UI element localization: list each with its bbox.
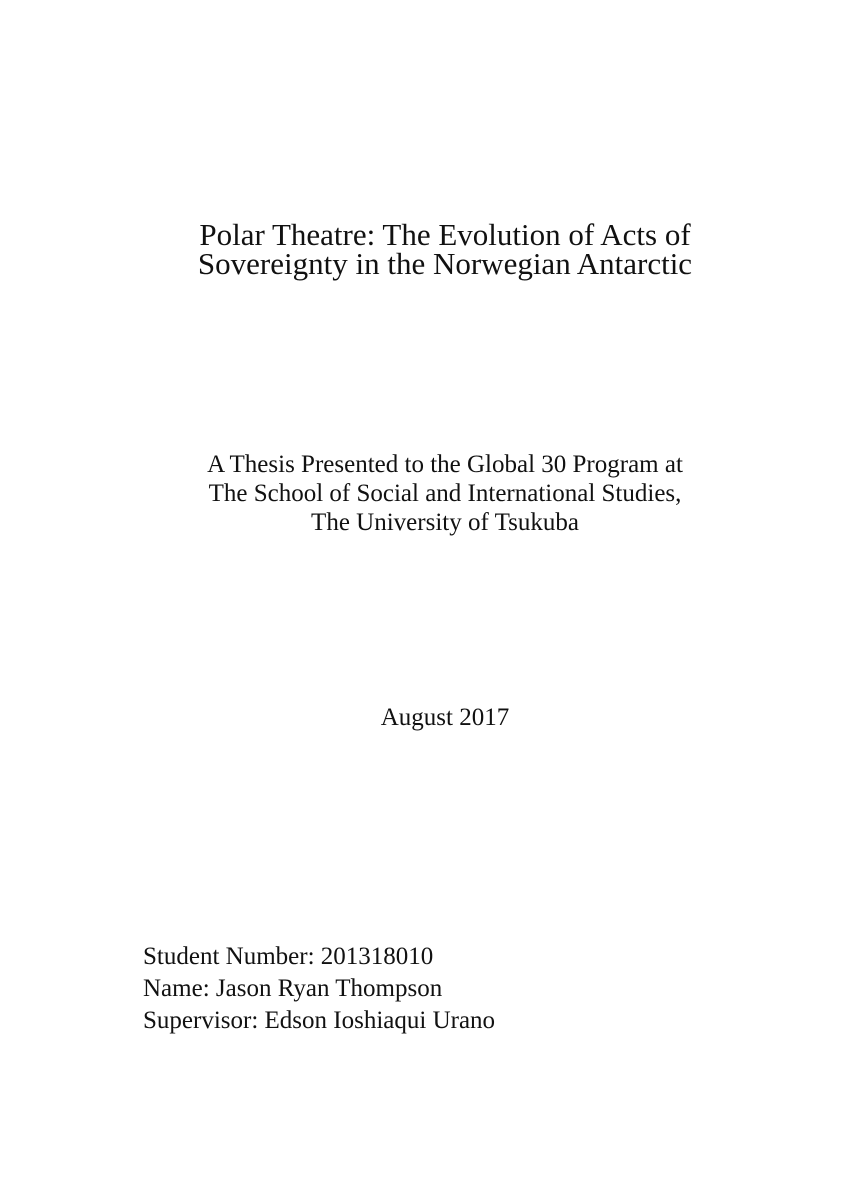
student-number: Student Number: 201318010	[143, 943, 434, 970]
supervisor-name: Supervisor: Edson Ioshiaqui Urano	[143, 1007, 496, 1034]
thesis-title-line-1: Polar Theatre: The Evolution of Acts of	[199, 217, 691, 252]
thesis-title-line-2: Sovereignty in the Norwegian Antarctic	[197, 246, 693, 281]
student-info	[143, 941, 495, 1037]
subtitle-line-2: The School of Social and International Studies,	[208, 480, 682, 507]
thesis-subtitle	[0, 450, 850, 537]
thesis-title	[0, 217, 850, 281]
subtitle-line-3: The University of Tsukuba	[311, 509, 579, 536]
subtitle-line-1: A Thesis Presented to the Global 30 Program at	[207, 451, 683, 478]
submission-date: August 2017	[380, 704, 510, 731]
student-name: Name: Jason Ryan Thompson	[143, 975, 443, 1002]
